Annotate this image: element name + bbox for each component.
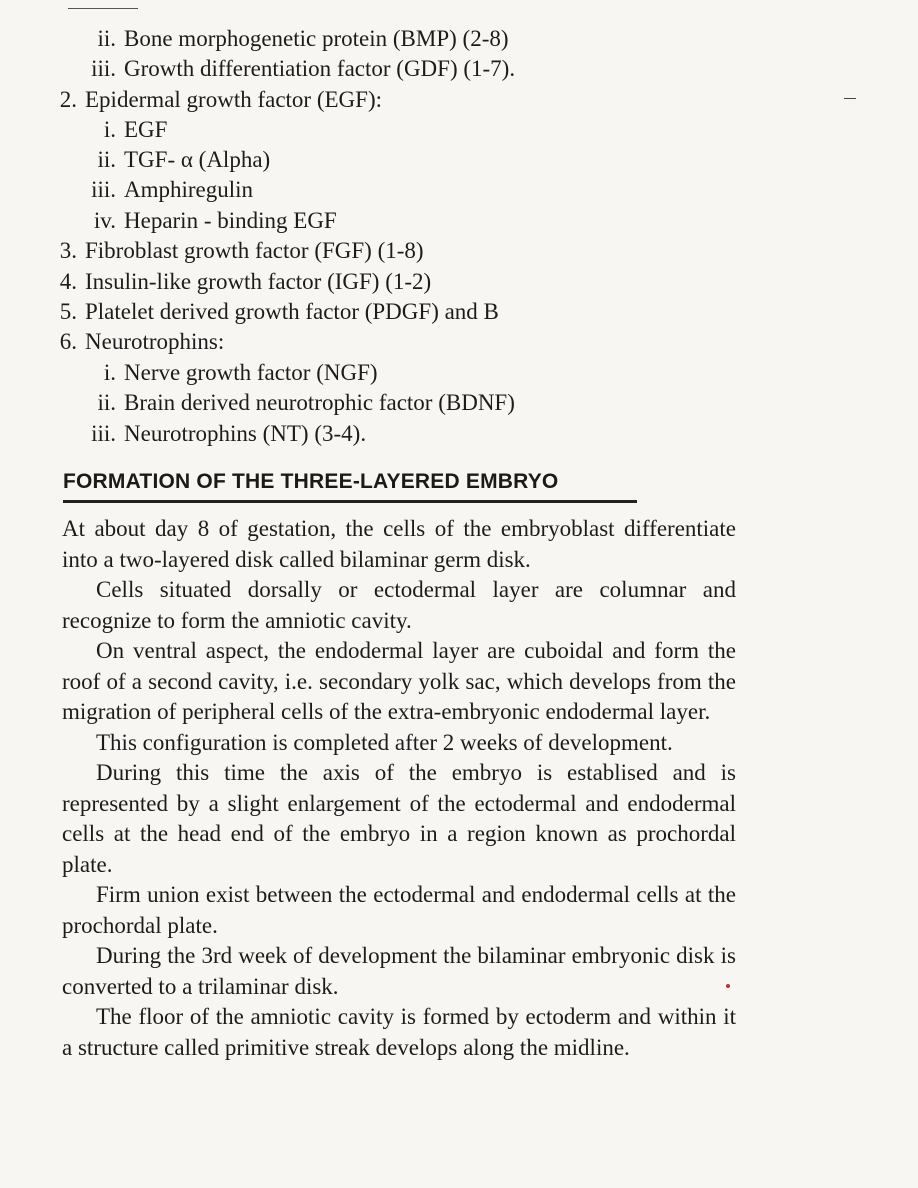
list-item-number: 5. [59,299,77,324]
list-item [55,236,424,266]
list-item-text: Brain derived neurotrophic factor (BDNF) [124,390,515,415]
paragraph: This configuration is completed after 2 weeks of development. [96,729,673,755]
list-item-number: ii. [97,390,116,415]
margin-mark [844,98,856,99]
body-text [62,514,736,1063]
list-item [80,206,337,236]
list-item-text: TGF- α (Alpha) [124,147,271,172]
list-item-text: Amphiregulin [124,177,254,202]
list-item-number: iii. [91,56,116,81]
list-item-number: 6. [59,329,77,354]
list-item-number: 3. [59,238,77,263]
list-item-text: Neurotrophins (NT) (3-4). [124,421,367,446]
list-item-text: Platelet derived growth factor (PDGF) and B [85,299,499,324]
list-item [55,267,431,297]
list-item [55,327,224,357]
paragraph: Cells situated dorsally or ectodermal layer are columnar and recognize to form the amniotic cavity. [62,577,736,633]
list-item-text: Insulin-like growth factor (IGF) (1-2) [85,269,432,294]
list-item-number: i. [103,117,116,142]
paragraph: The floor of the amniotic cavity is formed by ectoderm and within it a structure called primitive streak develops along the midline. [62,1004,736,1060]
list-item-text: Heparin - binding EGF [124,208,337,233]
list-item-number: iv. [93,208,116,233]
list-item [80,145,270,175]
heading-underline [63,500,637,503]
list-item-number: ii. [97,26,116,51]
list-item-text: Growth differentiation factor (GDF) (1-7). [124,56,516,81]
list-item [80,115,167,145]
list-item-number: ii. [97,147,116,172]
list-item-number: 4. [59,269,77,294]
list-item-text: Neurotrophins: [85,329,225,354]
list-item-text: Fibroblast growth factor (FGF) (1-8) [85,238,424,263]
paragraph: Firm union exist between the ectodermal and endodermal cells at the prochordal plate. [62,882,736,938]
section-heading: FORMATION OF THE THREE-LAYERED EMBRYO [63,470,559,493]
list-item [80,54,515,84]
list-item-text: EGF [124,117,168,142]
list-item [55,297,499,327]
list-item-number: iii. [91,421,116,446]
top-rule [68,8,138,9]
list-item [80,175,253,205]
paragraph: At about day 8 of gestation, the cells of the embryoblast differentiate into a two-layered disk called bilaminar germ disk. [62,516,736,572]
paragraph: During this time the axis of the embryo is establised and is represented by a slight enlargement of the ectodermal and endodermal cells at the head end of the embryo in a region known as prochordal plate. [62,760,736,877]
list-item [80,388,515,418]
list-item [80,358,378,388]
list-item-text: Bone morphogenetic protein (BMP) (2-8) [124,26,509,51]
list-item [55,85,382,115]
list-item-text: Nerve growth factor (NGF) [124,360,378,385]
list-item-number: iii. [91,177,116,202]
paragraph: On ventral aspect, the endodermal layer are cuboidal and form the roof of a second cavity, i.e. secondary yolk sac, which develops from the migration of peripheral cells of the extra-embryonic endodermal layer. [62,638,736,724]
list-item-text: Epidermal growth factor (EGF): [85,87,382,112]
list-item-number: 2. [59,87,77,112]
list-item-number: i. [103,360,116,385]
list-item [80,24,509,54]
list-item [80,419,366,449]
paragraph: During the 3rd week of development the bilaminar embryonic disk is converted to a trilaminar disk. [62,943,736,999]
